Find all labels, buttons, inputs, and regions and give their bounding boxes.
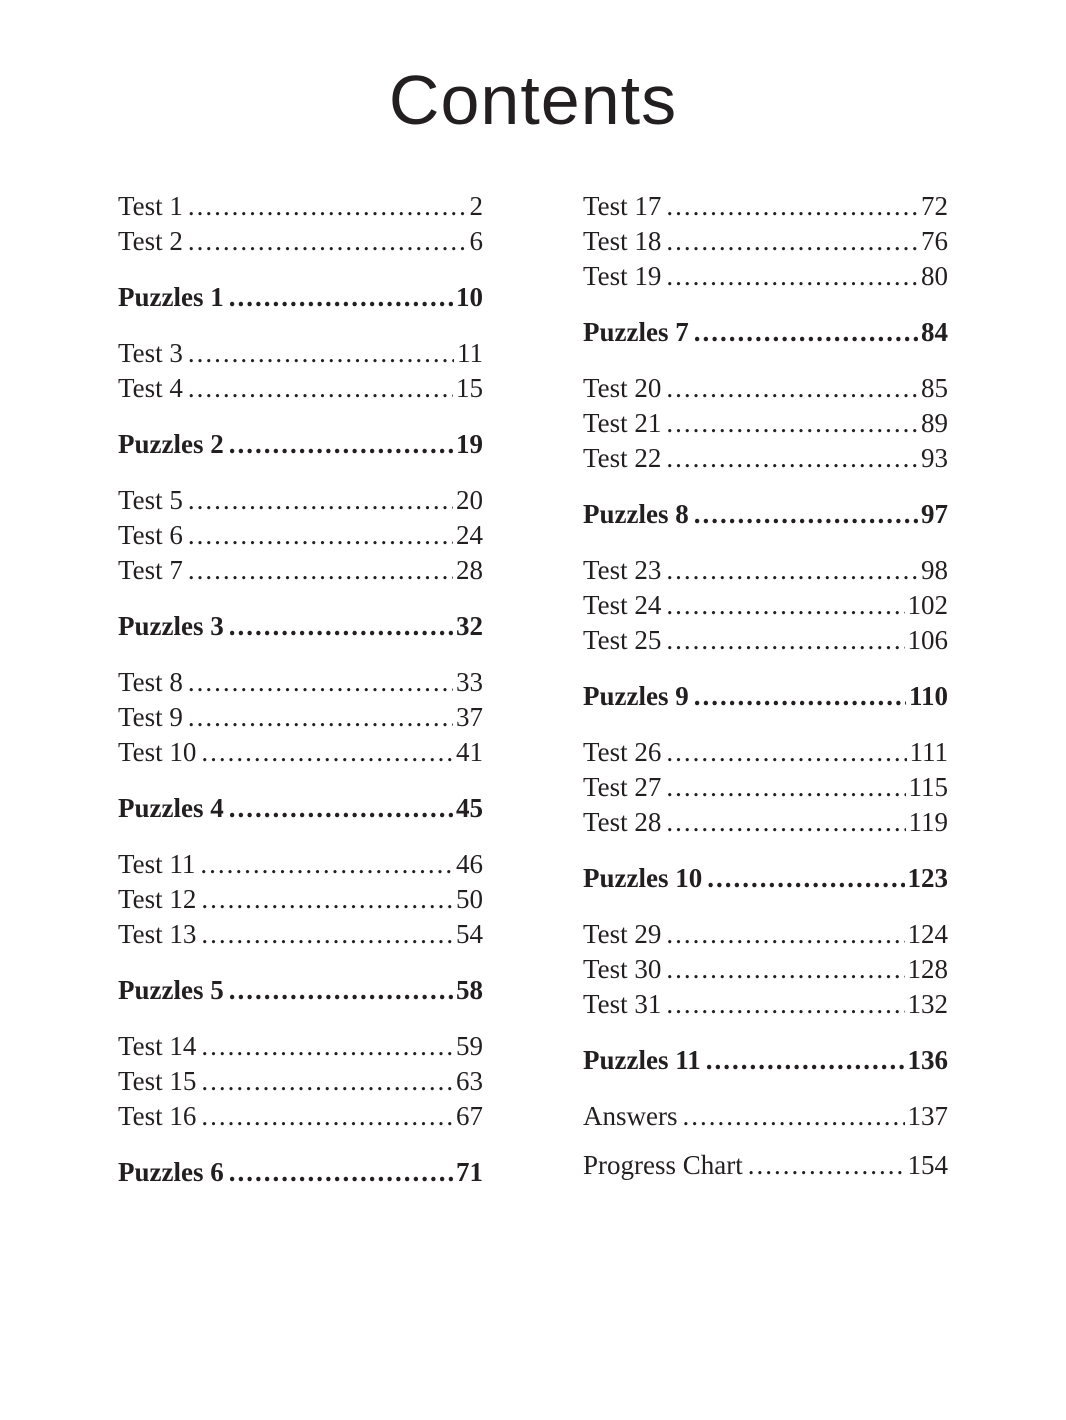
- toc-entry-page-number: 119: [908, 806, 948, 837]
- toc-entry-row: [583, 406, 948, 441]
- dot-leader: [188, 483, 453, 518]
- toc-entry-label: Test 13: [118, 918, 197, 949]
- toc-entry-label: Test 28: [583, 806, 662, 837]
- dot-leader: [666, 623, 904, 658]
- toc-entry-label: Test 14: [118, 1030, 197, 1061]
- toc-entry-label: Test 10: [118, 736, 197, 767]
- dot-leader: [201, 882, 453, 917]
- dot-leader: [666, 553, 918, 588]
- toc-entry-page-number: 111: [909, 736, 948, 767]
- dot-leader: [188, 336, 454, 371]
- toc-entry-page-number: 32: [456, 610, 483, 641]
- dot-leader: [683, 1099, 905, 1134]
- toc-section-heading-row: [583, 315, 948, 350]
- toc-section-heading-row: [583, 861, 948, 896]
- dot-leader: [666, 259, 918, 294]
- toc-entry-label: Test 7: [118, 554, 183, 585]
- toc-entry-page-number: 106: [907, 624, 948, 655]
- toc-entry-page-number: 41: [456, 736, 483, 767]
- toc-entry-row: [118, 917, 483, 952]
- toc-entry-row: [583, 441, 948, 476]
- toc-entry-page-number: 45: [456, 792, 483, 823]
- dot-leader: [188, 553, 453, 588]
- dot-leader: [666, 224, 918, 259]
- toc-entry-page-number: 154: [907, 1149, 948, 1180]
- toc-entry-label: Puzzles 11: [583, 1044, 701, 1075]
- toc-entry-row: [583, 371, 948, 406]
- toc-entry-page-number: 2: [469, 190, 483, 221]
- toc-entry-label: Test 5: [118, 484, 183, 515]
- dot-leader: [188, 224, 467, 259]
- toc-entry-label: Test 27: [583, 771, 662, 802]
- toc-entry-page-number: 72: [921, 190, 948, 221]
- toc-entry-label: Test 30: [583, 953, 662, 984]
- toc-section-heading-row: [118, 427, 483, 462]
- toc-entry-label: Test 15: [118, 1065, 197, 1096]
- dot-leader: [694, 315, 918, 350]
- toc-column-left: [118, 189, 483, 1211]
- toc-entry-label: Test 1: [118, 190, 183, 221]
- toc-entry-label: Test 19: [583, 260, 662, 291]
- dot-leader: [201, 1064, 453, 1099]
- dot-leader: [666, 987, 904, 1022]
- toc-entry-page-number: 67: [456, 1100, 483, 1131]
- toc-entry-label: Puzzles 1: [118, 281, 224, 312]
- toc-entry-label: Puzzles 3: [118, 610, 224, 641]
- toc-entry-page-number: 50: [456, 883, 483, 914]
- toc-entry-row: [583, 588, 948, 623]
- toc-entry-row: [583, 770, 948, 805]
- toc-section-heading-row: [583, 679, 948, 714]
- toc-entry-label: Progress Chart: [583, 1149, 743, 1180]
- toc-section-heading-row: [118, 609, 483, 644]
- toc-entry-page-number: 110: [908, 680, 948, 711]
- toc-entry-page-number: 6: [469, 225, 483, 256]
- toc-section-heading-row: [118, 1155, 483, 1190]
- toc-entry-row: [583, 917, 948, 952]
- toc-entry-row: [118, 371, 483, 406]
- toc-entry-page-number: 15: [456, 372, 483, 403]
- toc-entry-row: [118, 847, 483, 882]
- dot-leader: [201, 735, 453, 770]
- toc-section-heading-row: [118, 280, 483, 315]
- toc-entry-label: Puzzles 10: [583, 862, 703, 893]
- toc-entry-page-number: 58: [456, 974, 483, 1005]
- toc-entry-page-number: 46: [456, 848, 483, 879]
- toc-entry-page-number: 124: [907, 918, 948, 949]
- toc-entry-page-number: 98: [921, 554, 948, 585]
- toc-entry-row: [583, 259, 948, 294]
- toc-entry-row: [583, 553, 948, 588]
- toc-entry-page-number: 24: [456, 519, 483, 550]
- toc-entry-page-number: 54: [456, 918, 483, 949]
- dot-leader: [201, 1029, 453, 1064]
- toc-entry-page-number: 63: [456, 1065, 483, 1096]
- dot-leader: [229, 427, 453, 462]
- toc-entry-label: Puzzles 4: [118, 792, 224, 823]
- toc-entry-row: [118, 553, 483, 588]
- toc-entry-page-number: 128: [907, 953, 948, 984]
- toc-entry-row: [118, 882, 483, 917]
- toc-entry-label: Test 17: [583, 190, 662, 221]
- toc-entry-row: [583, 987, 948, 1022]
- dot-leader: [707, 861, 904, 896]
- toc-entry-row: [118, 735, 483, 770]
- toc-entry-page-number: 10: [456, 281, 483, 312]
- toc-entry-row: [118, 700, 483, 735]
- toc-entry-row: [118, 1029, 483, 1064]
- toc-entry-page-number: 102: [907, 589, 948, 620]
- dot-leader: [666, 735, 906, 770]
- dot-leader: [706, 1043, 905, 1078]
- dot-leader: [229, 280, 453, 315]
- toc-entry-row: [118, 189, 483, 224]
- toc-entry-label: Test 16: [118, 1100, 197, 1131]
- toc-entry-label: Test 3: [118, 337, 183, 368]
- toc-entry-label: Puzzles 2: [118, 428, 224, 459]
- toc-entry-label: Test 21: [583, 407, 662, 438]
- toc-entry-label: Test 6: [118, 519, 183, 550]
- toc-entry-label: Test 22: [583, 442, 662, 473]
- toc-entry-label: Test 24: [583, 589, 662, 620]
- toc-entry-label: Test 8: [118, 666, 183, 697]
- toc-entry-page-number: 132: [907, 988, 948, 1019]
- dot-leader: [666, 406, 918, 441]
- toc-entry-page-number: 33: [456, 666, 483, 697]
- toc-entry-page-number: 19: [456, 428, 483, 459]
- dot-leader: [666, 189, 918, 224]
- dot-leader: [666, 441, 918, 476]
- toc-entry-row: [583, 189, 948, 224]
- toc-entry-label: Test 4: [118, 372, 183, 403]
- dot-leader: [666, 917, 904, 952]
- toc-entry-page-number: 85: [921, 372, 948, 403]
- toc-entry-row: [583, 623, 948, 658]
- dot-leader: [666, 952, 904, 987]
- toc-entry-row: [118, 518, 483, 553]
- dot-leader: [694, 679, 906, 714]
- dot-leader: [666, 371, 918, 406]
- toc-entry-page-number: 28: [456, 554, 483, 585]
- toc-entry-label: Puzzles 6: [118, 1156, 224, 1187]
- toc-entry-label: Test 9: [118, 701, 183, 732]
- toc-entry-page-number: 137: [907, 1100, 948, 1131]
- dot-leader: [188, 518, 453, 553]
- toc-entry-label: Test 23: [583, 554, 662, 585]
- toc-entry-label: Test 31: [583, 988, 662, 1019]
- toc-entry-row: [583, 1148, 948, 1183]
- toc-entry-row: [118, 336, 483, 371]
- toc-entry-row: [583, 735, 948, 770]
- toc-entry-page-number: 84: [921, 316, 948, 347]
- page-title: Contents: [388, 61, 678, 139]
- dot-leader: [666, 770, 905, 805]
- toc-entry-row: [583, 805, 948, 840]
- toc-entry-page-number: 123: [907, 862, 948, 893]
- toc-section-heading-row: [583, 1043, 948, 1078]
- toc-entry-label: Test 2: [118, 225, 183, 256]
- toc-entry-label: Answers: [583, 1100, 678, 1131]
- toc-entry-page-number: 37: [456, 701, 483, 732]
- toc-entry-row: [118, 1099, 483, 1134]
- dot-leader: [188, 371, 453, 406]
- dot-leader: [229, 973, 453, 1008]
- toc-entry-label: Test 25: [583, 624, 662, 655]
- toc-column-right: [583, 189, 948, 1211]
- toc-entry-row: [118, 224, 483, 259]
- toc-entry-row: [583, 952, 948, 987]
- dot-leader: [666, 588, 904, 623]
- toc-entry-page-number: 80: [921, 260, 948, 291]
- toc-entry-page-number: 89: [921, 407, 948, 438]
- dot-leader: [229, 1155, 453, 1190]
- toc-entry-page-number: 136: [907, 1044, 948, 1075]
- dot-leader: [229, 609, 453, 644]
- toc-entry-label: Test 20: [583, 372, 662, 403]
- toc-entry-page-number: 76: [921, 225, 948, 256]
- toc-entry-row: [118, 483, 483, 518]
- toc-entry-page-number: 97: [921, 498, 948, 529]
- dot-leader: [188, 189, 467, 224]
- dot-leader: [188, 700, 453, 735]
- dot-leader: [748, 1148, 905, 1183]
- dot-leader: [200, 847, 453, 882]
- toc-entry-label: Puzzles 7: [583, 316, 689, 347]
- dot-leader: [229, 791, 453, 826]
- toc-entry-page-number: 59: [456, 1030, 483, 1061]
- toc-entry-label: Test 26: [583, 736, 662, 767]
- toc-entry-label: Puzzles 8: [583, 498, 689, 529]
- toc-entry-row: [118, 665, 483, 700]
- toc-entry-label: Test 29: [583, 918, 662, 949]
- toc-section-heading-row: [118, 791, 483, 826]
- toc-entry-label: Test 12: [118, 883, 197, 914]
- toc-entry-row: [583, 224, 948, 259]
- toc-section-heading-row: [583, 497, 948, 532]
- toc-section-heading-row: [118, 973, 483, 1008]
- toc-entry-row: [583, 1099, 948, 1134]
- toc-entry-label: Puzzles 9: [583, 680, 689, 711]
- toc-entry-label: Test 18: [583, 225, 662, 256]
- toc-entry-page-number: 115: [908, 771, 948, 802]
- toc-entry-row: [118, 1064, 483, 1099]
- toc-entry-page-number: 71: [456, 1156, 483, 1187]
- toc-entry-label: Puzzles 5: [118, 974, 224, 1005]
- toc-entry-page-number: 11: [457, 337, 483, 368]
- toc-columns: [0, 189, 1066, 1211]
- dot-leader: [188, 665, 453, 700]
- dot-leader: [201, 917, 453, 952]
- contents-page: [0, 60, 1066, 1420]
- dot-leader: [201, 1099, 453, 1134]
- dot-leader: [694, 497, 918, 532]
- toc-entry-label: Test 11: [118, 848, 196, 879]
- toc-entry-page-number: 93: [921, 442, 948, 473]
- toc-entry-page-number: 20: [456, 484, 483, 515]
- dot-leader: [666, 805, 905, 840]
